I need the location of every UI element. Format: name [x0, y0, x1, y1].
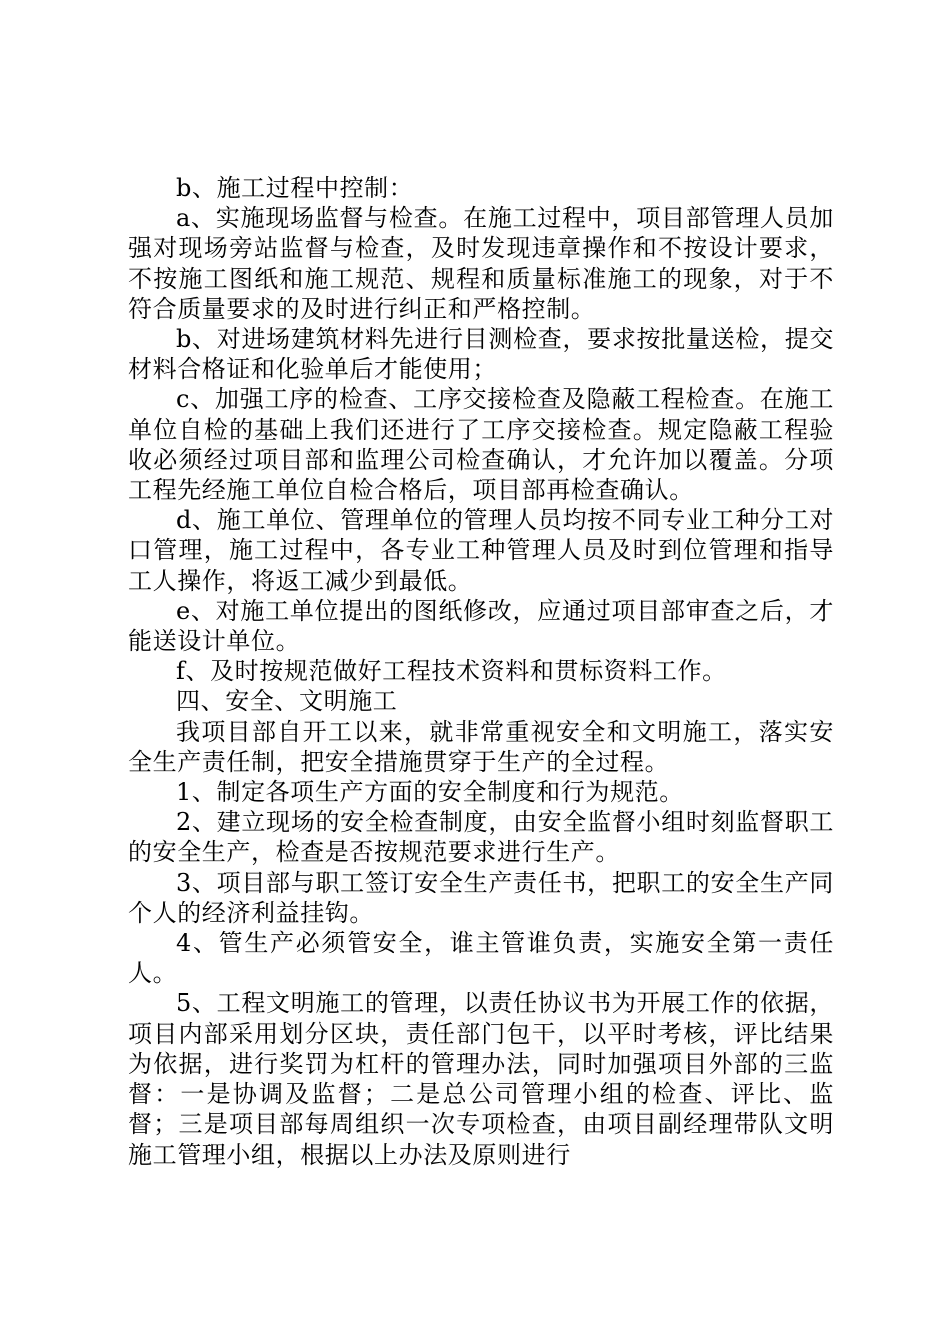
paragraph-safety-item-1: 1、制定各项生产方面的安全制度和行为规范。: [176, 778, 684, 807]
paragraph-safety-intro: 我项目部自开工以来，就非常重视安全和文明施工，落实安全生产责任制，把安全措施贯穿于生产的全过程。: [128, 717, 834, 776]
paragraph-process-inspection: c、加强工序的检查、工序交接检查及隐蔽工程检查。在施工单位自检的基础上我们还进行了工序交接检查。规定隐蔽工程验收必须经过项目部和监理公司检查确认，才允许加以覆盖。分项工程先经施工单位自检合格后，项目部再检查确认。: [128, 385, 834, 505]
paragraph-technical-records: f、及时按规范做好工程技术资料和贯标资料工作。: [176, 657, 727, 686]
paragraph-safety-item-5: 5、工程文明施工的管理，以责任协议书为开展工作的依据，项目内部采用划分区块，责任部门包干，以平时考核，评比结果为依据，进行奖罚为杠杆的管理办法，同时加强项目外部的三监督：一是协调及监督；二是总公司管理小组的检查、评比、监督；三是项目部每周组织一次专项检查，由项目副经理带队文明施工管理小组，根据以上办法及原则进行: [128, 989, 834, 1169]
document-body: [128, 173, 834, 1170]
paragraph-material-inspection: b、对进场建筑材料先进行目测检查，要求按批量送检，提交材料合格证和化验单后才能使用；: [128, 325, 834, 384]
paragraph-control-heading: b、施工过程中控制：: [176, 174, 414, 202]
paragraph-safety-item-3: 3、项目部与职工签订安全生产责任书，把职工的安全生产同个人的经济利益挂钩。: [128, 868, 834, 927]
paragraph-management-staff: d、施工单位、管理单位的管理人员均按不同专业工种分工对口管理，施工过程中，各专业工种管理人员及时到位管理和指导工人操作，将返工减少到最低。: [128, 506, 834, 595]
section-heading-safety: 四、安全、文明施工: [176, 687, 398, 716]
paragraph-safety-item-2: 2、建立现场的安全检查制度，由安全监督小组时刻监督职工的安全生产，检查是否按规范要求进行生产。: [128, 808, 834, 867]
paragraph-drawing-changes: e、对施工单位提出的图纸修改，应通过项目部审查之后，才能送设计单位。: [128, 596, 834, 656]
paragraph-site-supervision: a、实施现场监督与检查。在施工过程中，项目部管理人员加强对现场旁站监督与检查，及时发现违章操作和不按设计要求，不按施工图纸和施工规范、规程和质量标准施工的现象，对于不符合质量要求的及时进行纠正和严格控制。: [128, 204, 834, 323]
paragraph-safety-item-4: 4、管生产必须管安全，谁主管谁负责，实施安全第一责任人。: [128, 929, 834, 988]
